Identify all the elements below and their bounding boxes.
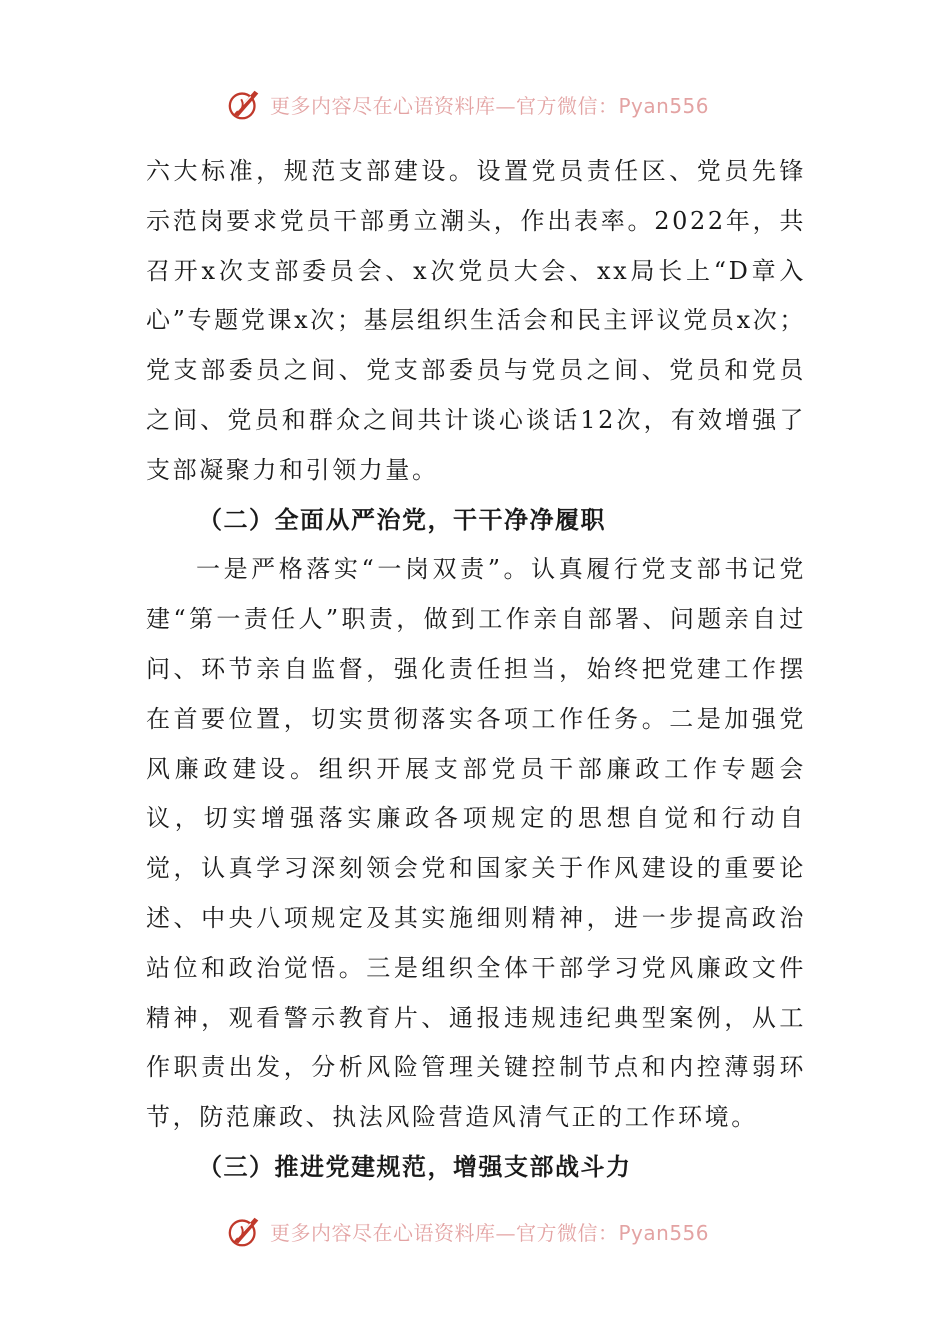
watermark-banner-bottom	[226, 1209, 746, 1253]
quill-logo-icon	[226, 1212, 264, 1250]
watermark-dash: —	[495, 1220, 516, 1245]
section-heading-3: （三）推进党建规范，增强支部战斗力	[198, 1152, 632, 1181]
watermark-text-bottom	[270, 1217, 709, 1246]
watermark-text-top	[270, 90, 709, 119]
quill-logo-icon	[226, 85, 264, 123]
watermark-site-text: 更多内容尽在心语资料库	[270, 1220, 496, 1245]
section-heading-2: （二）全面从严治党，干干净净履职	[198, 505, 606, 534]
watermark-wechat-label: 官方微信：	[516, 1220, 619, 1245]
watermark-wechat-id: Pyan556	[618, 93, 710, 118]
watermark-site-text: 更多内容尽在心语资料库	[270, 93, 496, 118]
watermark-wechat-label: 官方微信：	[516, 93, 619, 118]
paragraph-branch-standards: 六大标准，规范支部建设。设置党员责任区、党员先锋示范岗要求党员干部勇立潮头，作出表率。2022年，共召开x次支部委员会、x次党员大会、xx局长上“D章入心”专题党课x次；基层组织生活会和民主评议党员x次；党支部委员之间、党支部委员与党员之间、党员和党员之间、党员和群众之间共计谈心谈话12次，有效增强了支部凝聚力和引领力量。	[146, 157, 806, 484]
watermark-wechat-id: Pyan556	[618, 1220, 710, 1245]
watermark-banner-top	[226, 82, 746, 126]
watermark-dash: —	[495, 93, 516, 118]
paragraph-party-discipline: 一是严格落实“一岗双责”。认真履行党支部书记党建“第一责任人”职责，做到工作亲自部署、问题亲自过问、环节亲自监督，强化责任担当，始终把党建工作摆在首要位置，切实贯彻落实各项工作任务。二是加强党风廉政建设。组织开展支部党员干部廉政工作专题会议，切实增强落实廉政各项规定的思想自觉和行动自觉，认真学习深刻领会党和国家关于作风建设的重要论述、中央八项规定及其实施细则精神，进一步提高政治站位和政治觉悟。三是组织全体干部学习党风廉政文件精神，观看警示教育片、通报违规违纪典型案例，从工作职责出发，分析风险管理关键控制节点和内控薄弱环节，防范廉政、执法风险营造风清气正的工作环境。	[146, 555, 806, 1132]
document-body	[146, 147, 806, 1193]
